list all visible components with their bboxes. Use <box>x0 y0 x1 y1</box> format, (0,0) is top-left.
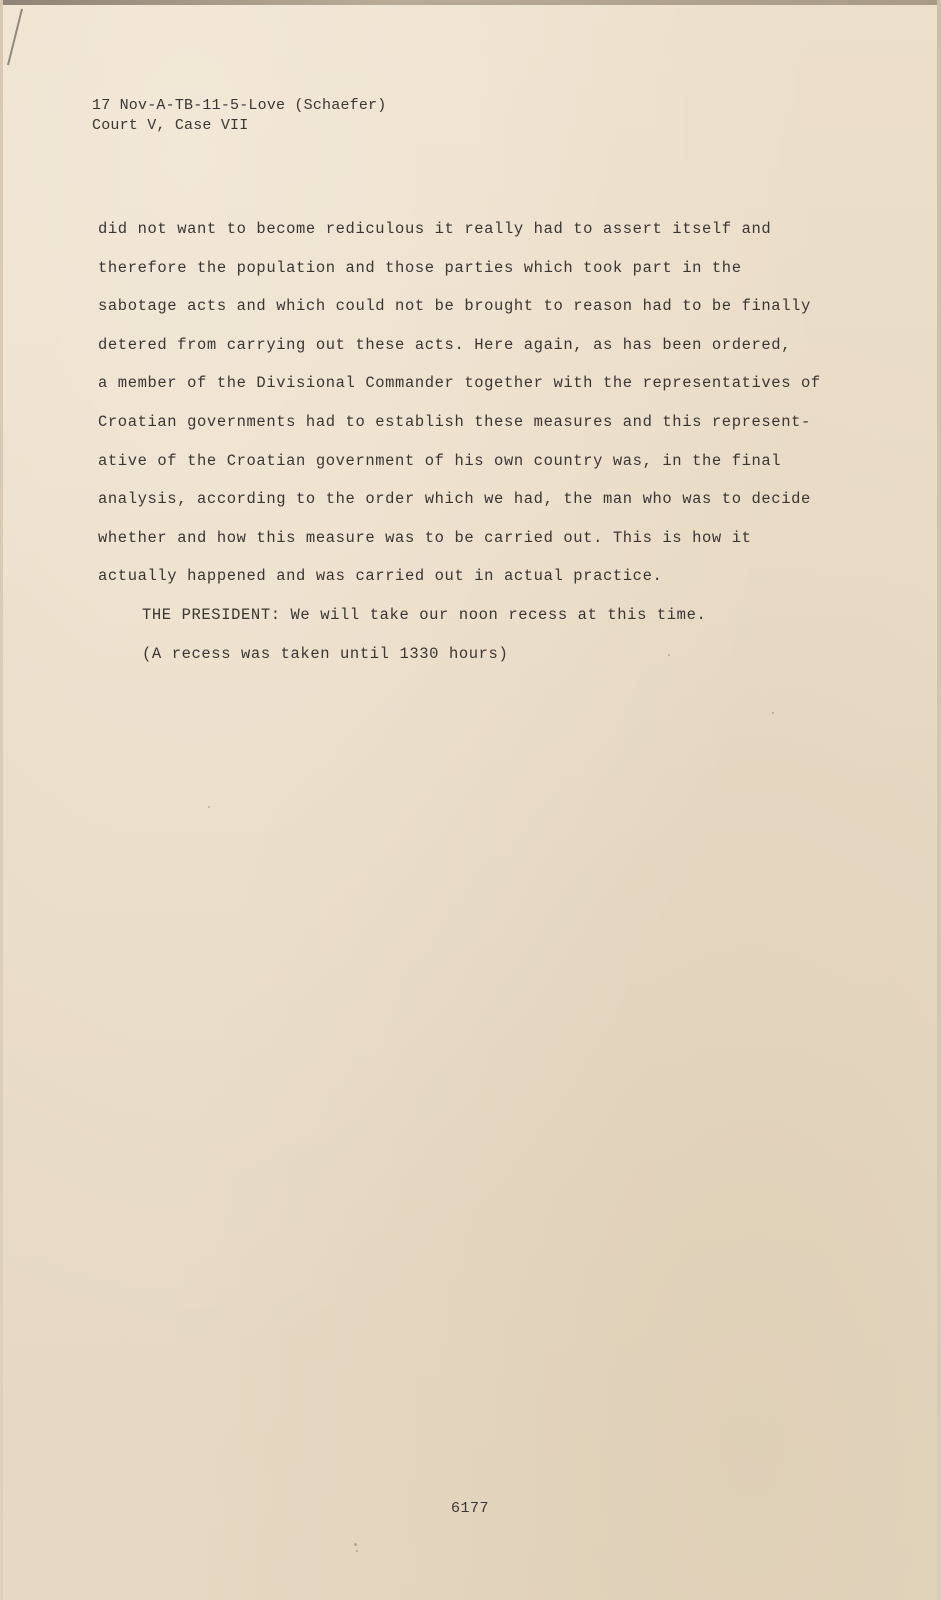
paper-speck <box>208 806 210 808</box>
transcript-body <box>98 210 858 673</box>
page-number: 6177 <box>451 1500 490 1517</box>
paper-speck <box>772 712 774 714</box>
body-line: ative of the Croatian government of his own country was, in the final <box>98 451 782 470</box>
header-line-reference: 17 Nov-A-TB-11-5-Love (Schaefer) <box>92 97 387 114</box>
body-line: whether and how this measure was to be carried out. This is how it <box>98 528 752 547</box>
president-statement: THE PRESIDENT: We will take our noon recess at this time. <box>142 605 707 624</box>
body-line: detered from carrying out these acts. Here again, as has been ordered, <box>98 335 792 354</box>
right-edge-shadow <box>937 0 941 1600</box>
paper-speck <box>354 1543 357 1546</box>
left-edge-shadow <box>0 0 3 1600</box>
paper-speck <box>668 654 670 656</box>
body-line: actually happened and was carried out in actual practice. <box>98 567 663 586</box>
body-line: therefore the population and those parties which took part in the <box>98 258 742 277</box>
recess-note: (A recess was taken until 1330 hours) <box>142 644 509 663</box>
body-line: a member of the Divisional Commander together with the representatives of <box>98 374 821 393</box>
body-line: analysis, according to the order which we had, the man who was to decide <box>98 490 811 509</box>
body-line: did not want to become rediculous it really had to assert itself and <box>98 220 772 238</box>
header-line-court: Court V, Case VII <box>92 117 249 134</box>
paper-speck <box>356 1550 358 1552</box>
body-line: Croatian governments had to establish these measures and this represent- <box>98 412 811 431</box>
top-edge-shadow <box>0 0 941 5</box>
document-header <box>92 96 386 136</box>
pen-mark <box>7 9 23 66</box>
body-line: sabotage acts and which could not be brought to reason had to be finally <box>98 297 811 316</box>
